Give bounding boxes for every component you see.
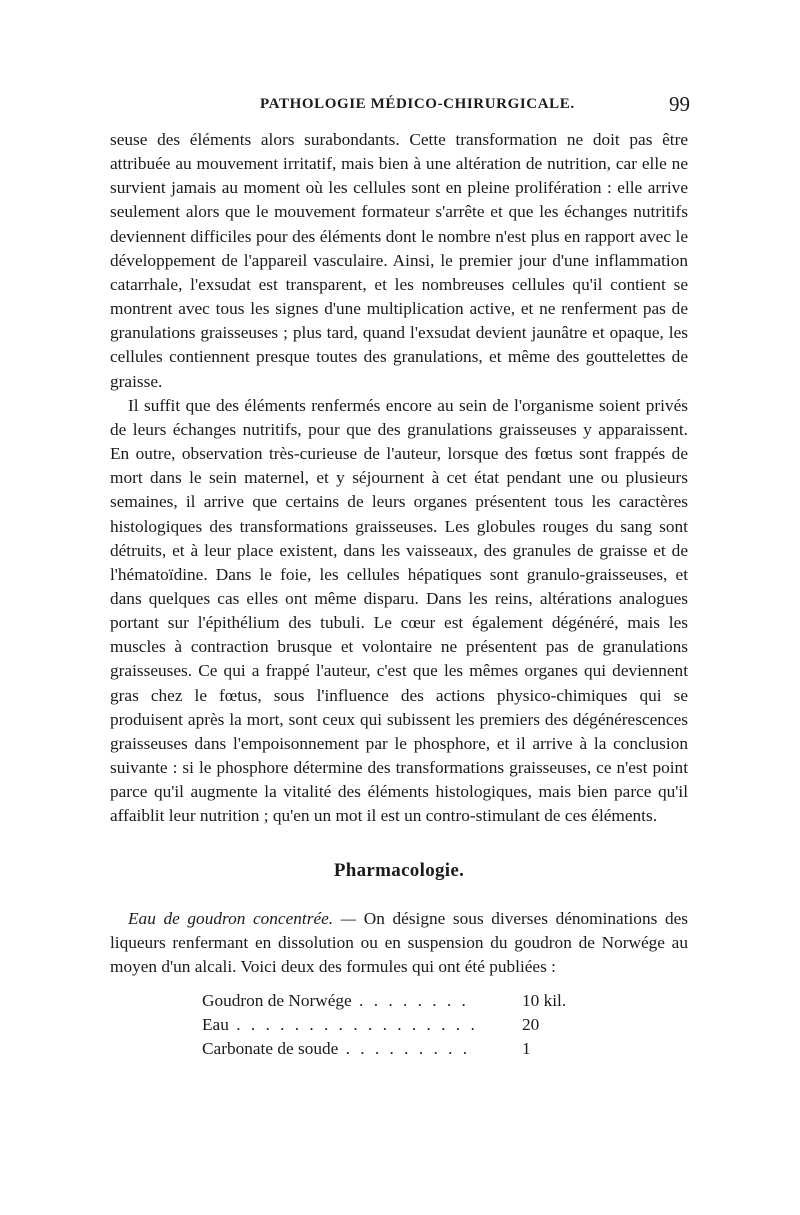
ingredient-name: Goudron de Norwége	[202, 991, 352, 1011]
entry-title: Eau de goudron concentrée. —	[128, 908, 357, 928]
page-number: 99	[669, 92, 690, 116]
formula-table	[202, 989, 572, 1061]
dot-leader: . . . . . . . . .	[338, 1039, 471, 1059]
formula-row	[202, 1013, 572, 1037]
ingredient-amount: 20	[522, 1015, 540, 1035]
entry-text: On désigne sous diverses dénominations des liqueurs renfermant en dissolution ou en suspension du goudron de Norwége au moyen d'un alcali. Voici deux des formules qui ont été publiées :	[110, 908, 688, 976]
section-title: Pharmacologie.	[333, 859, 465, 881]
ingredient-amount: 1	[522, 1039, 531, 1059]
paragraph-continued: seuse des éléments alors surabondants. Cette transformation ne doit pas être attribuée au mouvement irritatif, mais bien à une altération de nutrition, car elle ne survient jamais au moment où les cellules sont en pleine prolifération : elle arrive seulement alors que le mouvement formateur s'arrête et que les échanges nutritifs deviennent difficiles pour des éléments dont le nombre n'est plus en rapport avec le développement de l'appareil vasculaire. Ainsi, le premier jour d'une inflammation catarrhale, l'exsudat est transparent, et les nombreuses cellules qu'il contient se montrent avec tous les signes d'une multiplication active, et ne renferment pas de granulations graisseuses ; plus tard, quand l'exsudat devient jaunâtre et opaque, les cellules contiennent presque toutes des granulations, et même des gouttelettes de graisse.	[110, 130, 688, 391]
ingredient-name: Eau	[202, 1015, 229, 1035]
page-header	[110, 92, 690, 122]
ingredient-name: Carbonate de soude	[202, 1039, 339, 1059]
page-body	[110, 128, 688, 1062]
pharmacology-entry	[110, 907, 688, 979]
formula-row	[202, 989, 572, 1013]
dot-leader: . . . . . . . .	[351, 991, 469, 1011]
formula-row	[202, 1037, 572, 1061]
running-head: PATHOLOGIE MÉDICO-CHIRURGICALE.	[260, 96, 575, 112]
dot-leader: . . . . . . . . . . . . . . . . .	[228, 1015, 478, 1035]
paragraph-fatty-degeneration: Il suffit que des éléments renfermés encore au sein de l'organisme soient privés de leurs échanges nutritifs, pour que des granulations graisseuses y apparaissent. En outre, observation très-curieuse de l'auteur, lorsque des fœtus sont frappés de mort dans le sein maternel, et y séjournent à cet état pendant une ou plusieurs semaines, il arrive que certains de leurs organes présentent tous les caractères histologiques des transformations graisseuses. Les globules rouges du sang sont détruits, et à leur place existent, dans les vaisseaux, des granules de graisse et de l'hématoïdine. Dans le foie, les cellules hépatiques sont granulo-graisseuses, et dans quelques cas elles ont même disparu. Dans les reins, altérations analogues portant sur l'épithélium des tubuli. Le cœur est également dégénéré, mais les muscles à contraction brusque et volontaire ne présentent pas de granulations graisseuses. Ce qui a frappé l'auteur, c'est que les mêmes organes qui deviennent gras chez le fœtus, sous l'influence des actions physico-chimiques qui se produisent après la mort, sont ceux qui subissent les premiers des dégénérescences graisseuses dans l'empoisonnement par le phosphore, et il arrive à la conclusion suivante : si le phosphore détermine des transformations graisseuses, ce n'est point parce qu'il augmente la vitalité des éléments histologiques, mais bien parce qu'il affaiblit leur nutrition ; qu'en un mot il est un contro-stimulant de ces éléments.	[110, 395, 688, 826]
ingredient-amount: 10 kil.	[522, 991, 567, 1011]
